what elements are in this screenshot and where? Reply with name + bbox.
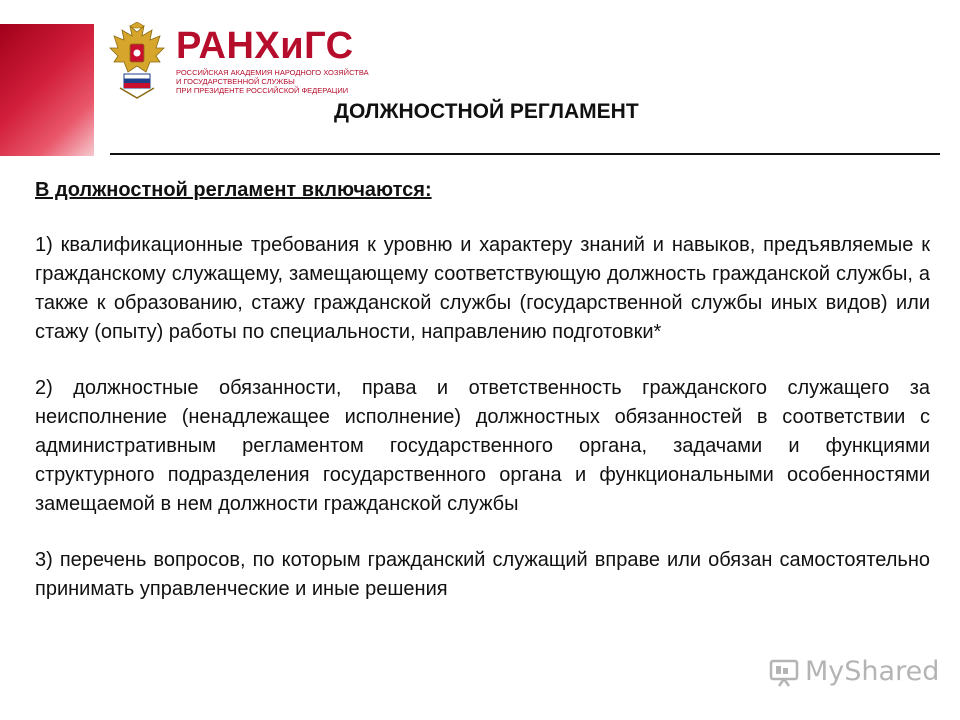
paragraph-item-2: 2) должностные обязанности, права и ответственность гражданского служащего за неисполнение (ненадлежащее исполнение) должностных обязанностей в соответствии с административным регламентом государственного органа, задачами и функциями структурного подразделения государственного органа и функциональными особенностями замещаемой в нем должности гражданской службы: [35, 377, 930, 515]
red-accent-bar: [0, 24, 94, 156]
watermark-text: MyShared: [805, 656, 940, 687]
logo-subtitle-line: ПРИ ПРЕЗИДЕНТЕ РОССИЙСКОЙ ФЕДЕРАЦИИ: [176, 86, 349, 95]
logo-wordmark: РАНХиГС: [176, 25, 354, 67]
paragraph-item-1: 1) квалификационные требования к уровню и характеру знаний и навыков, предъявляемые к гражданскому служащему, замещающему соответствующую должность гражданской службы, а также к образованию, стажу гражданской службы (государственной службы иных видов) или стажу (опыту) работы по специальности, направлению подготовки*: [35, 234, 930, 343]
title-divider: [110, 153, 940, 155]
document-body: [35, 176, 930, 604]
double-headed-eagle-emblem-icon: [106, 22, 168, 100]
paragraph-item-3: 3) перечень вопросов, по которым гражданский служащий вправе или обязан самостоятельно принимать управленческие и иные решения: [35, 549, 930, 600]
logo-subtitle-line: РОССИЙСКАЯ АКАДЕМИЯ НАРОДНОГО ХОЗЯЙСТВА: [176, 68, 369, 77]
page-title: ДОЛЖНОСТНОЙ РЕГЛАМЕНТ: [334, 100, 639, 123]
presentation-board-icon: [769, 657, 799, 687]
myshared-watermark: [769, 656, 939, 688]
logo-subtitle-line: И ГОСУДАРСТВЕННОЙ СЛУЖБЫ: [176, 77, 295, 86]
section-heading: В должностной регламент включаются:: [35, 179, 432, 201]
logo-subtitle: [176, 68, 376, 95]
